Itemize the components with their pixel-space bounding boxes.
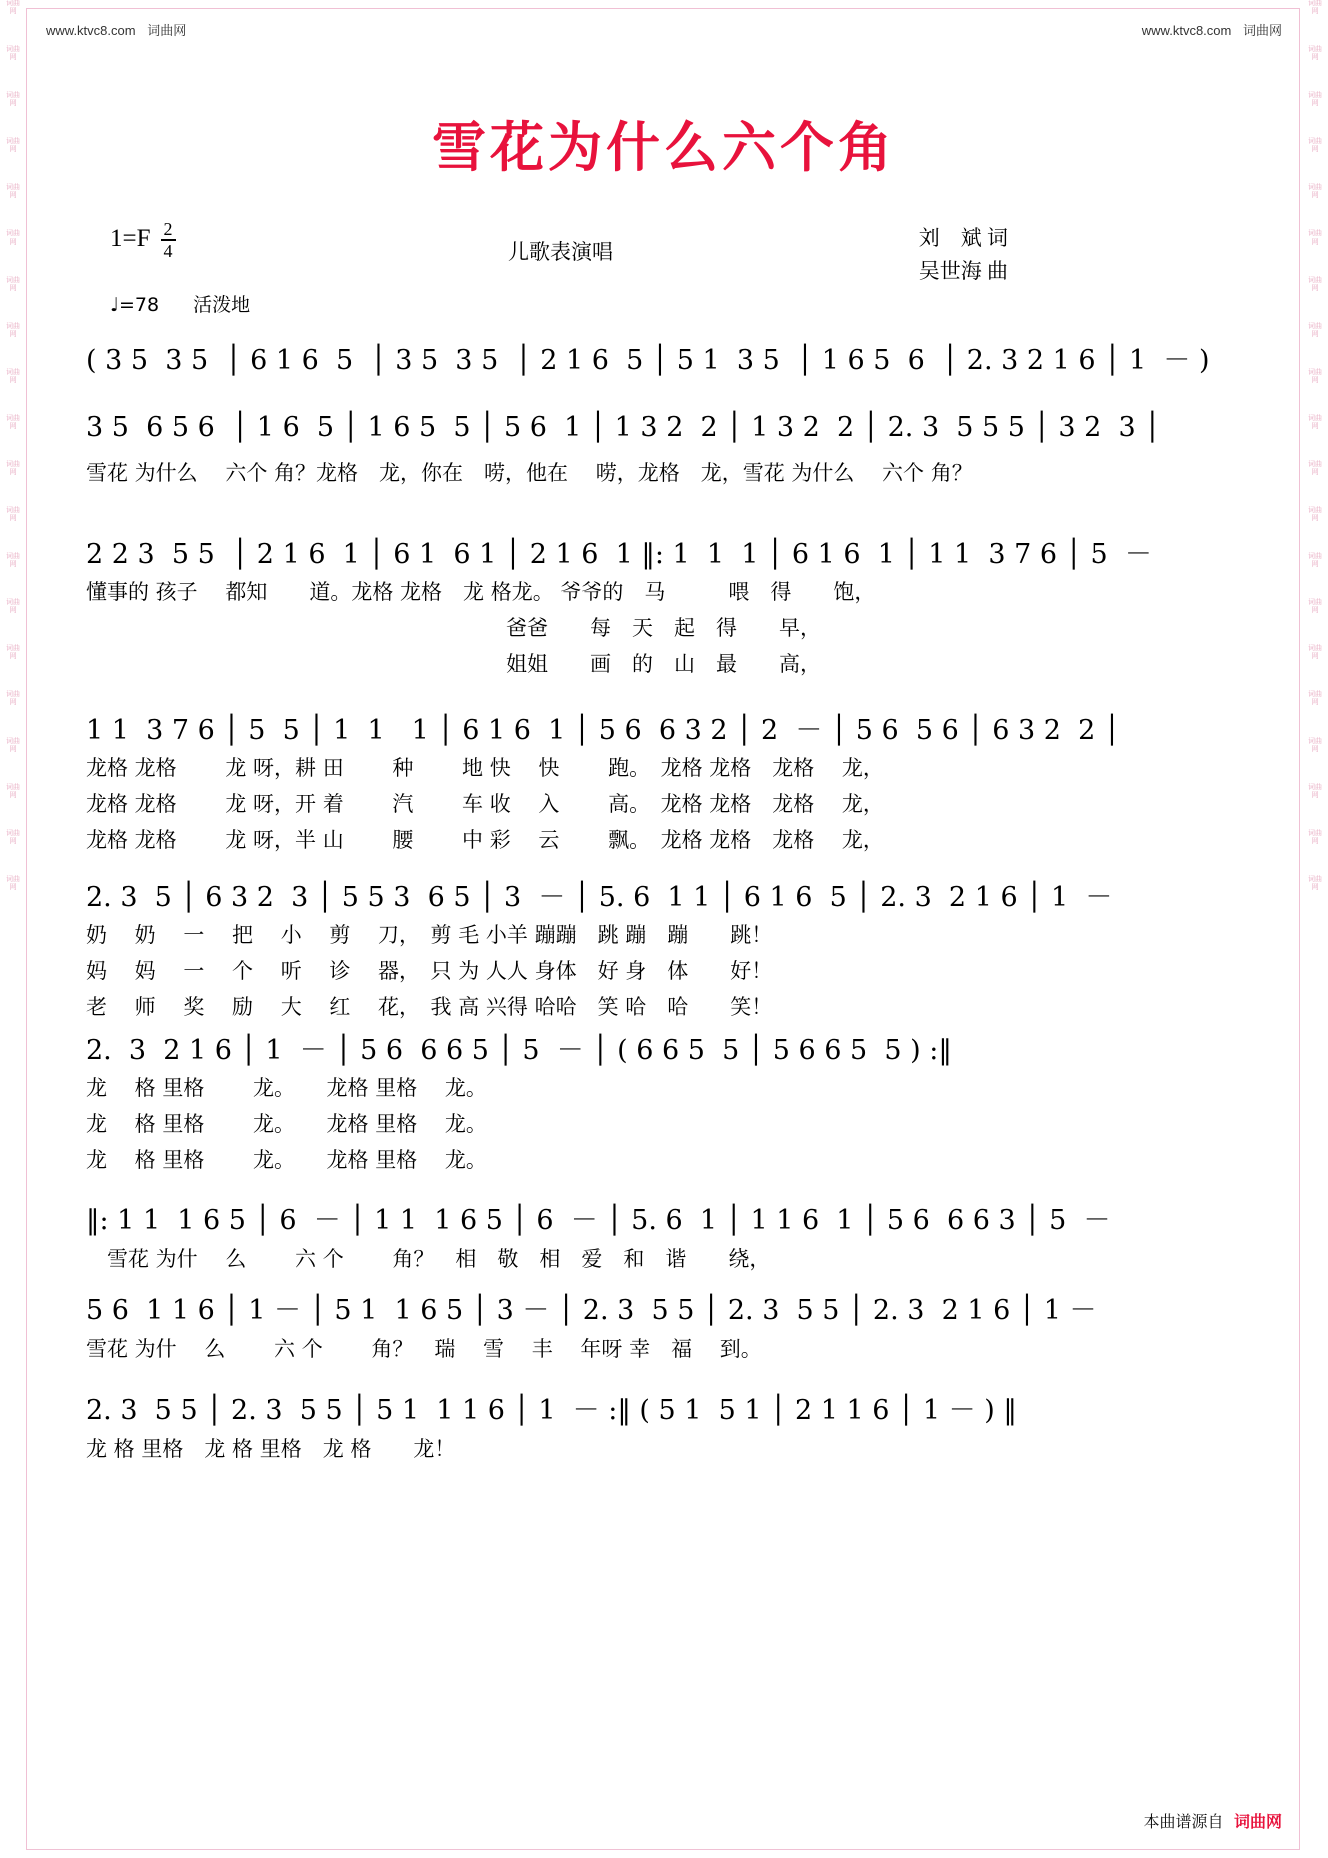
watermark-text: 词曲 网 [6,507,20,523]
notation-line: 1 1 3 7 6 │ 5 5 │ 1 1 1 │ 6 1 6 1 │ 5 6 6 3 2 │ 2 － │ 5 6 5 6 │ 6 3 2 2 │ [86,715,1121,746]
left-watermark-strip [2,0,24,1858]
lyric-line: 奶 奶 一 把 小 剪 刀， 剪 毛 小羊 蹦蹦 跳 蹦 蹦 跳！ [86,923,773,947]
notation-line: 2. 3 5 │ 6 3 2 3 │ 5 5 3 6 5 │ 3 － │ 5. 6 1 1 │ 6 1 6 5 │ 2. 3 2 1 6 │ 1 － [86,882,1113,913]
notation-line: ‖: 1 1 1 6 5 │ 6 － │ 1 1 1 6 5 │ 6 － │ 5. 6 1 │ 1 1 6 1 │ 5 6 6 6 3 │ 5 － [86,1205,1111,1236]
music-system-7 [86,1198,1246,1274]
watermark-text: 词曲 网 [6,0,20,16]
lyric-line: 龙 格 里格 龙 格 里格 龙 格 龙！ [86,1437,456,1461]
watermark-text: 词曲 网 [1308,553,1322,569]
site-name: 词曲网 [1242,23,1282,38]
lyric-line: 雪花 为什 么 六 个 角？ 相 敬 相 爱 和 谐 绕， [86,1247,771,1271]
watermark-text: 词曲 网 [1308,276,1322,292]
music-system-6 [86,1028,1246,1175]
music-system-2 [86,412,1246,488]
site-url: www.ktvc8.com [46,23,136,38]
music-system-9 [86,1388,1246,1464]
watermark-text: 词曲 网 [1308,691,1322,707]
credits [919,222,1008,287]
site-url: www.ktvc8.com [1141,23,1232,38]
music-system-4 [86,708,1246,855]
music-system-8 [86,1288,1246,1364]
notation-line: 2. 3 2 1 6 │ 1 － │ 5 6 6 6 5 │ 5 － │ ( 6 6 5 5 │ 5 6 6 5 5 ) :‖ [86,1035,952,1066]
watermark-text: 词曲 网 [6,691,20,707]
time-signature-numerator: 2 [161,220,176,241]
tempo-character: 活泼地 [193,295,251,316]
watermark-text: 词曲 网 [1308,0,1322,16]
composer-credit: 吴世海 曲 [918,258,1008,283]
subtitle: 儿歌表演唱 [508,240,613,264]
footer-source [1144,1809,1282,1832]
watermark-text: 词曲 网 [6,737,20,753]
watermark-text: 词曲 网 [1308,230,1322,246]
watermark-text: 词曲 网 [6,414,20,430]
time-signature-denominator: 4 [163,241,173,261]
watermark-text: 词曲 网 [6,92,20,108]
time-signature [161,220,176,260]
music-system-3 [86,532,1246,679]
watermark-text: 词曲 网 [6,230,20,246]
music-system-5 [86,875,1246,1022]
watermark-text: 词曲 网 [1308,92,1322,108]
lyric-line: 龙 格 里格 龙。 龙格 里格 龙。 [86,1111,487,1136]
footer-text: 本曲谱源自 [1143,1814,1224,1831]
watermark-text: 词曲 网 [1308,322,1322,338]
lyric-line: 龙格 龙格 龙 呀，半 山 腰 中 彩 云 飘。 龙格 龙格 龙格 龙， [86,827,884,852]
watermark-text: 词曲 网 [6,599,20,615]
music-system-1 [86,338,1246,378]
lyric-line: 龙 格 里格 龙。 龙格 里格 龙。 [86,1076,487,1100]
watermark-text: 词曲 网 [1308,460,1322,476]
notation-line: 2 2 3 5 5 │ 2 1 6 1 │ 6 1 6 1 │ 2 1 6 1 ‖: 1 1 1 │ 6 1 6 1 │ 1 1 3 7 6 │ 5 － [86,539,1152,570]
watermark-text: 词曲 网 [1308,138,1322,154]
watermark-text: 词曲 网 [1308,783,1322,799]
watermark-text: 词曲 网 [1308,737,1322,753]
lyric-line: 爸爸 每 天 起 得 早， [86,615,821,640]
tempo-marking [110,290,250,317]
watermark-text: 词曲 网 [6,829,20,845]
key-signature [110,218,176,260]
watermark-text: 词曲 网 [1308,599,1322,615]
lyric-line: 懂事的 孩子 都知 道。龙格 龙格 龙 格龙。 爷爷的 马 喂 得 饱， [86,580,876,604]
watermark-text: 词曲 网 [6,276,20,292]
lyric-line: 姐姐 画 的 山 最 高， [86,651,821,676]
watermark-text: 词曲 网 [6,645,20,661]
lyric-line: 雪花 为什么 六个 角？龙格 龙，你在 唠，他在 唠，龙格 龙，雪花 为什么 六个 角？ [86,461,973,485]
tempo-bpm: ♩=78 [110,294,160,316]
page-title: 雪花为什么六个角 [432,115,896,179]
watermark-text: 词曲 网 [6,368,20,384]
lyric-line: 龙格 龙格 龙 呀，开 着 汽 车 收 入 高。 龙格 龙格 龙格 龙， [86,791,884,816]
watermark-text: 词曲 网 [6,46,20,62]
lyric-line: 龙 格 里格 龙。 龙格 里格 龙。 [86,1147,487,1172]
watermark-text: 词曲 网 [6,184,20,200]
notation-line: 5 6 1 1 6 │ 1 － │ 5 1 1 6 5 │ 3 － │ 2. 3 5 5 │ 2. 3 5 5 │ 2. 3 2 1 6 │ 1 － [86,1295,1097,1326]
notation-line: 3 5 6 5 6 │ 1 6 5 │ 1 6 5 5 │ 5 6 1 │ 1 3 2 2 │ 1 3 2 2 │ 2. 3 5 5 5 │ 3 2 3 │ [86,412,1161,443]
top-left-watermark [46,20,186,39]
watermark-text: 词曲 网 [1308,184,1322,200]
watermark-text: 词曲 网 [6,875,20,891]
watermark-text: 词曲 网 [1308,507,1322,523]
watermark-text: 词曲 网 [1308,875,1322,891]
watermark-text: 词曲 网 [1308,645,1322,661]
lyric-line: 妈 妈 一 个 听 诊 器， 只 为 人人 身体 好 身 体 好！ [86,958,773,983]
lyric-line: 雪花 为什 么 六 个 角？ 瑞 雪 丰 年呀 幸 福 到。 [86,1337,762,1361]
site-name: 词曲网 [147,23,187,38]
watermark-text: 词曲 网 [6,783,20,799]
watermark-text: 词曲 网 [6,553,20,569]
watermark-text: 词曲 网 [1308,829,1322,845]
watermark-text: 词曲 网 [6,460,20,476]
key-text: 1=F [110,225,151,252]
notation-line: ( 3 5 3 5 │ 6 1 6 5 │ 3 5 3 5 │ 2 1 6 5 │ 5 1 3 5 │ 1 6 5 6 │ 2. 3 2 1 6 │ 1 － ) [86,345,1210,376]
watermark-text: 词曲 网 [1308,368,1322,384]
right-watermark-strip [1304,0,1326,1858]
watermark-text: 词曲 网 [1308,46,1322,62]
watermark-text: 词曲 网 [6,322,20,338]
watermark-text: 词曲 网 [6,138,20,154]
lyricist-credit: 刘 斌 词 [918,226,1008,250]
notation-line: 2. 3 5 5 │ 2. 3 5 5 │ 5 1 1 1 6 │ 1 － :‖ ( 5 1 5 1 │ 2 1 1 6 │ 1 － ) ‖ [86,1395,1017,1426]
lyric-line: 龙格 龙格 龙 呀，耕 田 种 地 快 快 跑。 龙格 龙格 龙格 龙， [86,756,884,780]
footer-brand: 词曲网 [1233,1814,1282,1831]
watermark-text: 词曲 网 [1308,414,1322,430]
top-right-watermark [1142,20,1282,39]
lyric-line: 老 师 奖 励 大 红 花， 我 高 兴得 哈哈 笑 哈 哈 笑！ [86,994,773,1019]
